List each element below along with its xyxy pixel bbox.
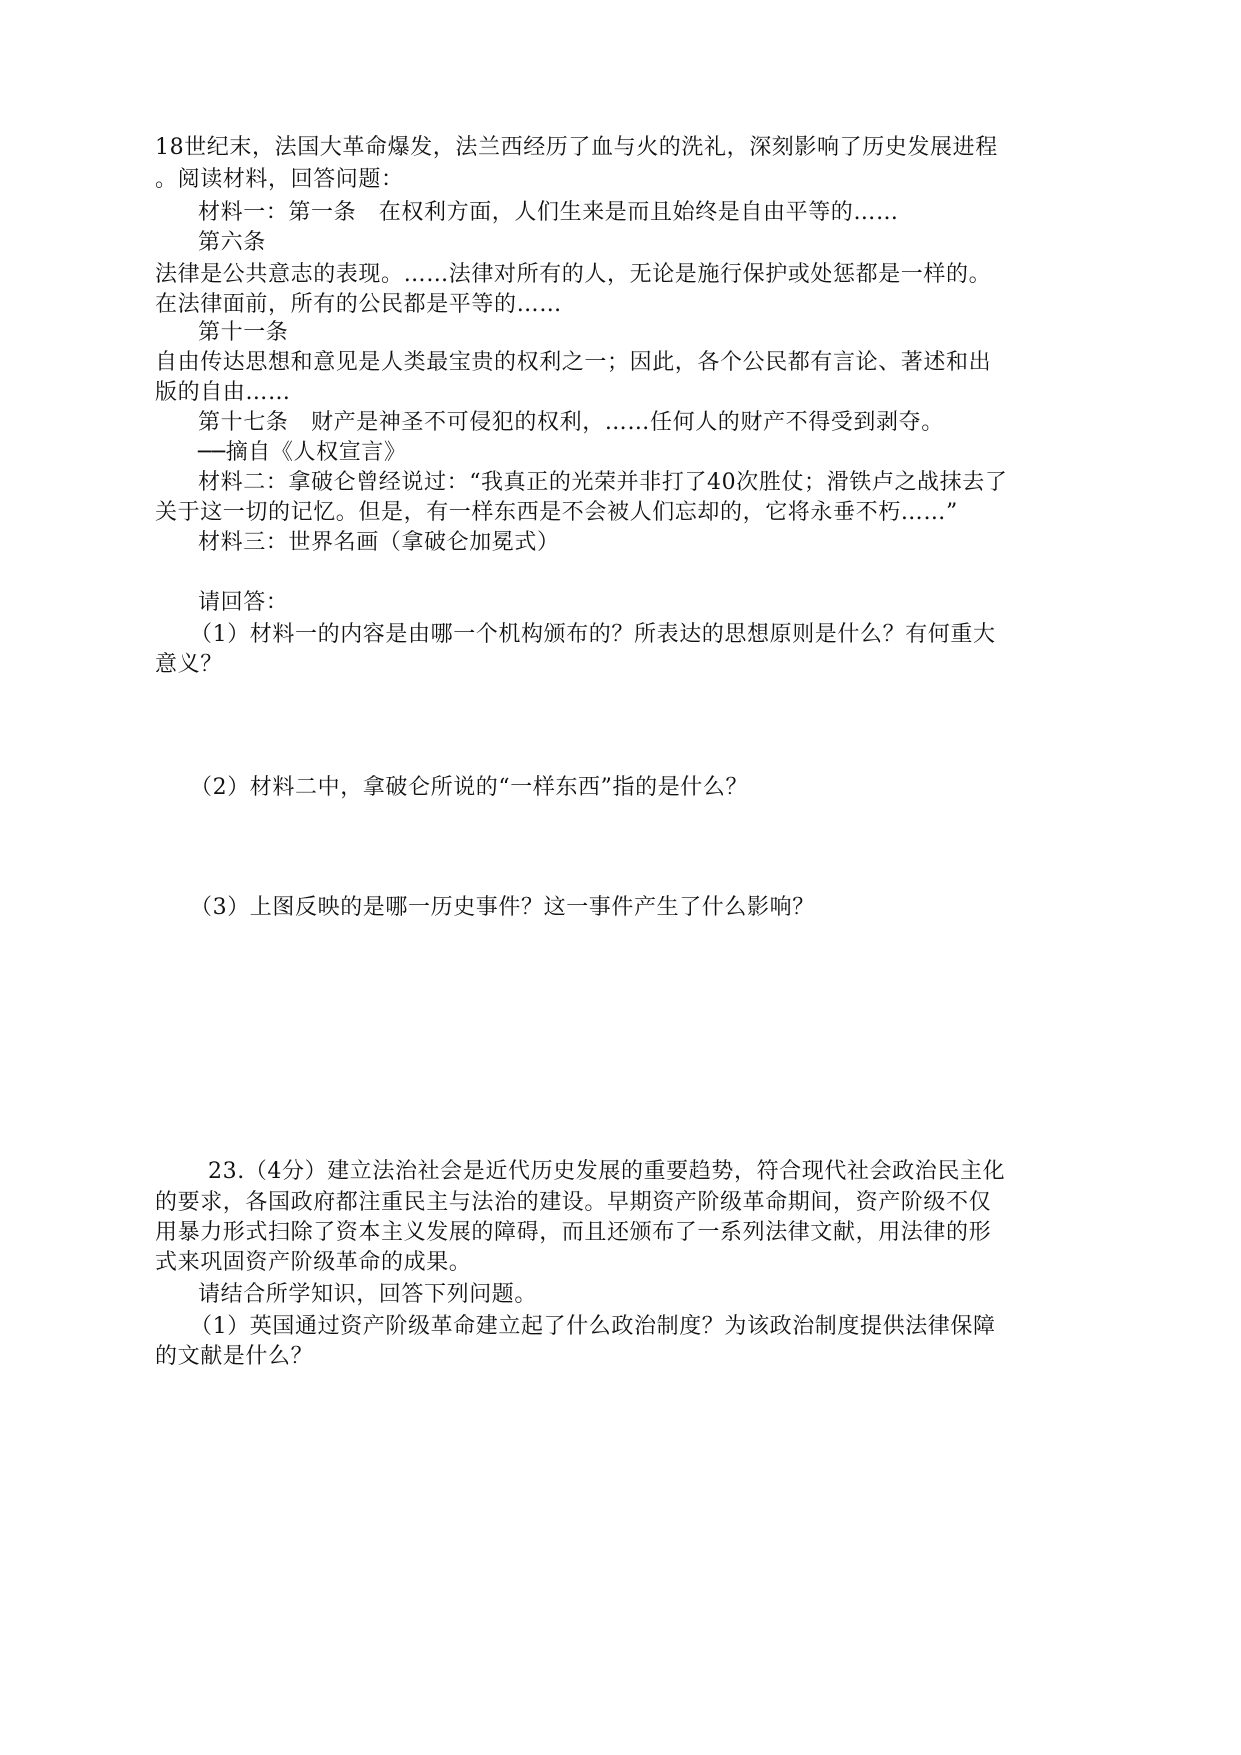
material-1-article-1: 材料一：第一条 在权利方面，人们生来是而且始终是自由平等的…… bbox=[198, 200, 899, 225]
material-1-article-17: 第十七条 财产是神圣不可侵犯的权利，……任何人的财产不得受到剥夺。 bbox=[198, 410, 944, 435]
material-1-article-6-heading: 第六条 bbox=[198, 230, 266, 255]
q23-line-3: 用暴力形式扫除了资本主义发展的障碍，而且还颁布了一系列法律文献，用法律的形 bbox=[155, 1220, 992, 1245]
q22-intro-line-2: 。阅读材料，回答问题： bbox=[155, 167, 404, 192]
q23-line-4: 式来巩固资产阶级革命的成果。 bbox=[155, 1250, 472, 1275]
q22-question-1-line-2: 意义？ bbox=[155, 652, 223, 677]
material-1-article-6-line-1: 法律是公共意志的表现。……法律对所有的人，无论是施行保护或处惩都是一样的。 bbox=[155, 262, 992, 287]
material-2-line-2: 关于这一切的记忆。但是，有一样东西是不会被人们忘却的，它将永垂不朽……” bbox=[155, 500, 958, 525]
material-3-line: 材料三：世界名画（拿破仑加冕式） bbox=[198, 530, 560, 555]
q23-prompt: 请结合所学知识，回答下列问题。 bbox=[198, 1282, 538, 1307]
q22-question-2: （2）材料二中，拿破仑所说的“一样东西”指的是什么？ bbox=[190, 775, 749, 800]
material-2-line-1: 材料二：拿破仑曾经说过：“我真正的光荣并非打了40次胜仗；滑铁卢之战抹去了 bbox=[198, 470, 1008, 495]
material-1-article-11-line-1: 自由传达思想和意见是人类最宝贵的权利之一；因此，各个公民都有言论、著述和出 bbox=[155, 350, 992, 375]
q22-intro-line-1: 18世纪末，法国大革命爆发，法兰西经历了血与火的洗礼，深刻影响了历史发展进程 bbox=[155, 135, 998, 160]
material-1-article-6-line-2: 在法律面前，所有的公民都是平等的…… bbox=[155, 292, 562, 317]
material-1-article-11-line-2: 版的自由…… bbox=[155, 380, 291, 405]
q22-prompt: 请回答： bbox=[198, 590, 289, 615]
q23-question-1-line-2: 的文献是什么？ bbox=[155, 1344, 314, 1369]
material-1-source: ──摘自《人权宣言》 bbox=[198, 440, 407, 465]
q23-line-2: 的要求，各国政府都注重民主与法治的建设。早期资产阶级革命期间，资产阶级不仅 bbox=[155, 1190, 992, 1215]
q22-question-1-line-1: （1）材料一的内容是由哪一个机构颁布的？所表达的思想原则是什么？有何重大 bbox=[190, 622, 996, 647]
q22-question-3: （3）上图反映的是哪一历史事件？这一事件产生了什么影响？ bbox=[190, 895, 815, 920]
material-1-article-11-heading: 第十一条 bbox=[198, 320, 289, 345]
q23-question-1-line-1: （1）英国通过资产阶级革命建立起了什么政治制度？为该政治制度提供法律保障 bbox=[190, 1314, 996, 1339]
q23-line-1: 23.（4分）建立法治社会是近代历史发展的重要趋势，符合现代社会政治民主化 bbox=[208, 1159, 1006, 1184]
